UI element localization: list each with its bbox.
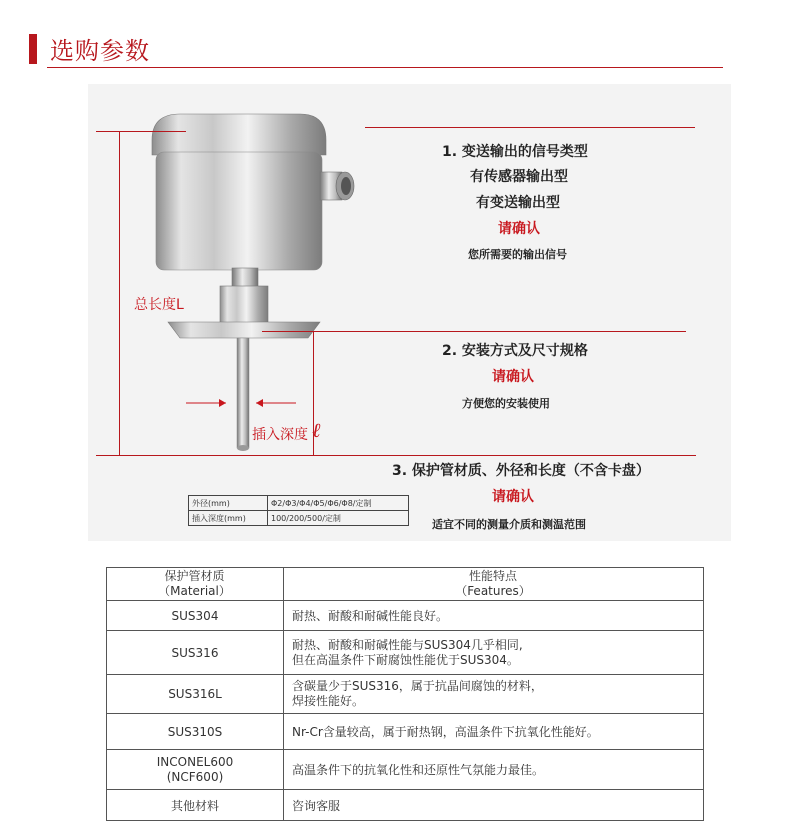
- spec-key: 外径(mm): [189, 496, 268, 511]
- feature-cell: [284, 675, 704, 714]
- total-length-label: 总长度L: [134, 297, 184, 313]
- table-header-row: [107, 568, 704, 601]
- material-cell: SUS304: [107, 601, 284, 631]
- page-title: 选购参数: [50, 37, 150, 65]
- table-row: [107, 714, 704, 750]
- feature-cell: 咨询客服: [284, 790, 704, 821]
- section2-title: 2. 安装方式及尺寸规格: [442, 343, 588, 359]
- materials-table: [106, 567, 704, 821]
- material-cell: 其他材料: [107, 790, 284, 821]
- section1-note: 您所需要的输出信号: [468, 248, 567, 261]
- feature-line: 但在高温条件下耐腐蚀性能优于SUS304。: [292, 652, 519, 667]
- section1-line2: 有变送输出型: [476, 195, 560, 211]
- feature-line: 焊接性能好。: [292, 694, 365, 708]
- material-line: INCONEL600: [156, 754, 234, 769]
- insert-depth-symbol: ℓ: [312, 418, 321, 442]
- section3-note: 适宜不同的测量介质和测温范围: [432, 518, 586, 531]
- total-length-line: [119, 131, 120, 455]
- section2-rule: [262, 331, 686, 332]
- header-features-label: 性能特点: [468, 569, 517, 583]
- material-line: (NCF600): [166, 769, 224, 784]
- header-material-sub: （Material）: [158, 584, 231, 598]
- header-accent-bar: [29, 34, 37, 64]
- table-row: [107, 601, 704, 631]
- material-cell: SUS310S: [107, 714, 284, 750]
- section1-rule: [365, 127, 695, 128]
- feature-cell: [284, 631, 704, 675]
- spec-row: [189, 496, 409, 511]
- spec-value: 100/200/500/定制: [268, 511, 409, 526]
- table-row: [107, 675, 704, 714]
- feature-line: 含碳量少于SUS316，属于抗晶间腐蚀的材料，: [292, 679, 543, 693]
- section1-confirm: 请确认: [498, 221, 540, 237]
- section2-note: 方便您的安装使用: [462, 397, 550, 410]
- section1-line1: 有传感器输出型: [470, 169, 568, 185]
- header-features-sub: （Features）: [455, 584, 531, 598]
- dim-bottom-line: [96, 455, 696, 456]
- header-material-label: 保护管材质: [164, 569, 225, 583]
- table-row: [107, 750, 704, 790]
- spec-row: [189, 511, 409, 526]
- insert-depth-arrows: [186, 396, 296, 410]
- section3-title: 3. 保护管材质、外径和长度（不含卡盘）: [392, 463, 650, 479]
- table-row: [107, 790, 704, 821]
- dim-top-line: [96, 131, 186, 132]
- section3-confirm: 请确认: [492, 489, 534, 505]
- feature-cell: Nr-Cr含量较高，属于耐热钢，高温条件下抗氧化性能好。: [284, 714, 704, 750]
- section1-title: 1. 变送输出的信号类型: [442, 144, 588, 160]
- material-cell: [107, 750, 284, 790]
- table-row: [107, 631, 704, 675]
- spec-key: 插入深度(mm): [189, 511, 268, 526]
- header-features: [284, 568, 704, 601]
- insert-depth-label: 插入深度: [252, 427, 308, 443]
- header-material: [107, 568, 284, 601]
- spec-table: [188, 495, 409, 526]
- section2-confirm: 请确认: [492, 369, 534, 385]
- spec-value: Φ2/Φ3/Φ4/Φ5/Φ6/Φ8/定制: [268, 496, 409, 511]
- header-divider: [47, 67, 723, 68]
- material-cell: SUS316: [107, 631, 284, 675]
- feature-line: 耐热、耐酸和耐碱性能与SUS304几乎相同,: [292, 637, 523, 652]
- feature-cell: 高温条件下的抗氧化性和还原性气氛能力最佳。: [284, 750, 704, 790]
- material-cell: SUS316L: [107, 675, 284, 714]
- feature-cell: 耐热、耐酸和耐碱性能良好。: [284, 601, 704, 631]
